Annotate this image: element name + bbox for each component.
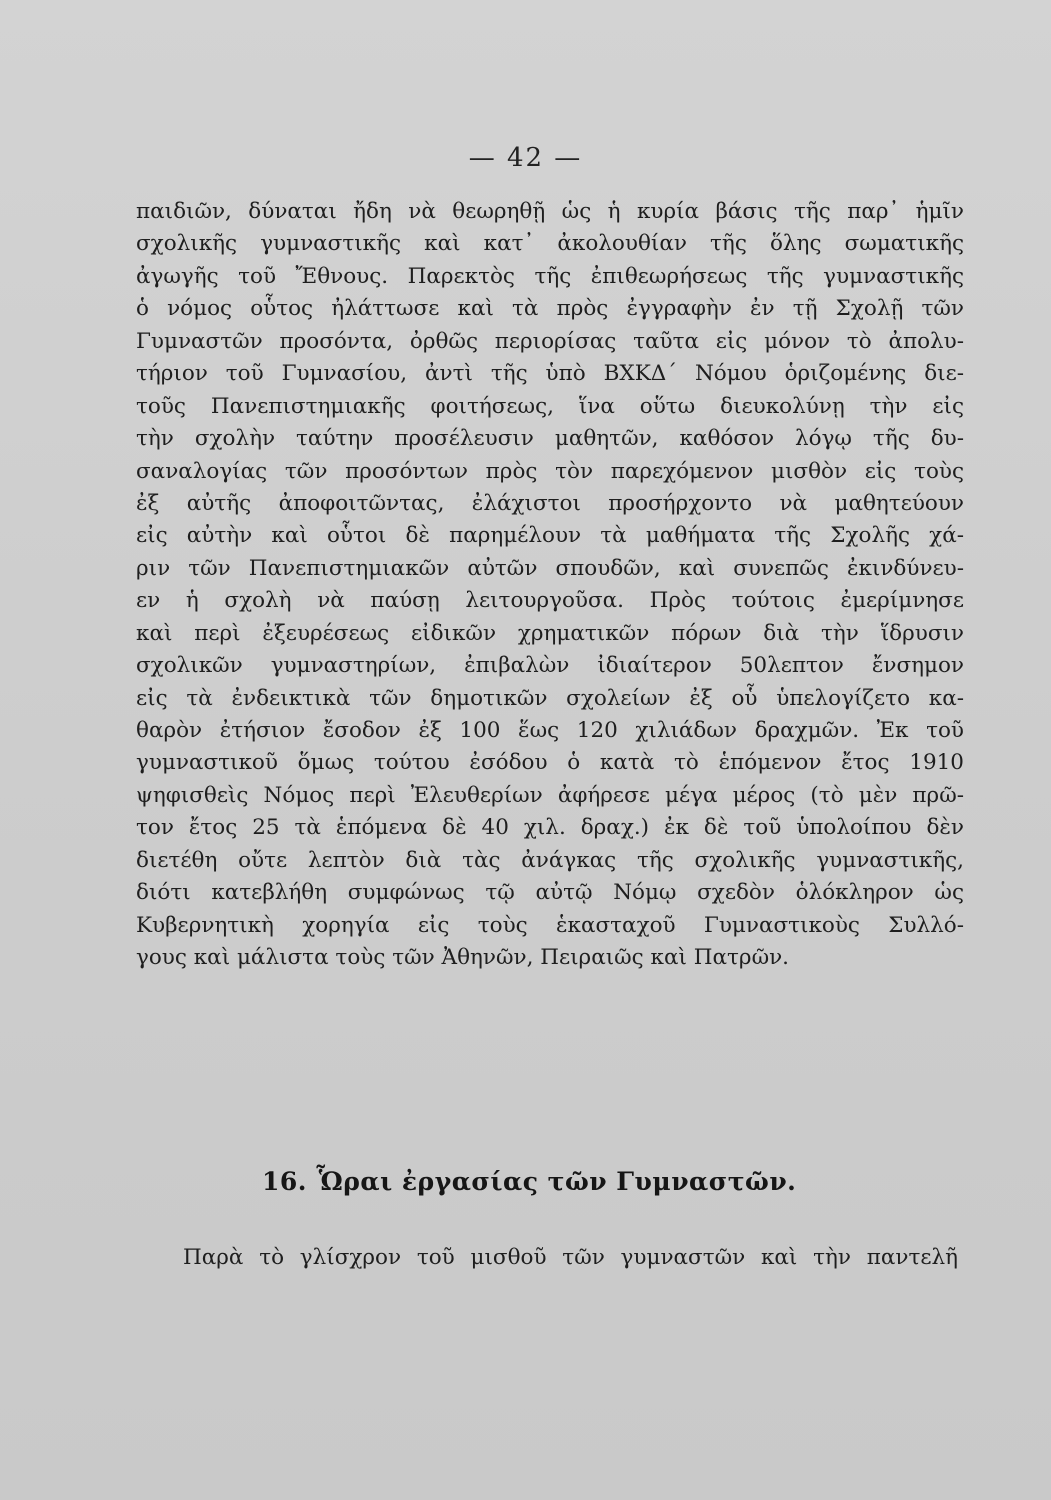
text-line: ψηφισθεὶς Νόμος περὶ Ἐλευθερίων ἀφήρεσε μέγα μέρος (τὸ μὲν πρῶ- xyxy=(136,782,964,808)
section-heading: 16. Ὧραι ἐργασίας τῶν Γυμναστῶν. xyxy=(262,1167,797,1196)
text-line: καὶ περὶ ἐξευρέσεως εἰδικῶν χρηματικῶν πόρων διὰ τὴν ἵδρυσιν xyxy=(136,620,964,646)
text-line: τὴν σχολὴν ταύτην προσέλευσιν μαθητῶν, καθόσον λόγῳ τῆς δυ- xyxy=(136,426,964,452)
text-line: θαρὸν ἐτήσιον ἔσοδον ἐξ 100 ἕως 120 χιλιάδων δραχμῶν. Ἐκ τοῦ xyxy=(136,718,964,743)
text-line: εἰς τὰ ἐνδεικτικὰ τῶν δημοτικῶν σχολείων ἐξ οὗ ὑπελογίζετο κα- xyxy=(136,685,964,711)
text-line: παιδιῶν, δύναται ἤδη νὰ θεωρηθῇ ὡς ἡ κυρία βάσις τῆς παρ᾽ ἡμῖν xyxy=(136,199,964,224)
text-line: εἰς αὐτὴν καὶ οὗτοι δὲ παρημέλουν τὰ μαθήματα τῆς Σχολῆς χά- xyxy=(136,523,964,549)
text-line: ριν τῶν Πανεπιστημιακῶν αὐτῶν σπουδῶν, καὶ συνεπῶς ἐκινδύνευ- xyxy=(136,555,964,581)
text-line: τήριον τοῦ Γυμνασίου, ἀντὶ τῆς ὑπὸ ΒΧΚΔ´ Νόμου ὁριζομένης διε- xyxy=(136,361,964,387)
text-line: σχολικῶν γυμναστηρίων, ἐπιβαλὼν ἰδιαίτερον 50λεπτον ἔνσημον xyxy=(136,653,964,679)
text-line: Γυμναστῶν προσόντα, ὀρθῶς περιορίσας ταῦτα εἰς μόνον τὸ ἀπολυ- xyxy=(136,328,964,354)
text-line: ἀγωγῆς τοῦ Ἔθνους. Παρεκτὸς τῆς ἐπιθεωρήσεως τῆς γυμναστικῆς xyxy=(136,263,964,289)
main-paragraph xyxy=(136,196,964,975)
text-line: σχολικῆς γυμναστικῆς καὶ κατ᾽ ἀκολουθίαν τῆς ὅλης σωματικῆς xyxy=(136,231,964,257)
text-line: διότι κατεβλήθη συμφώνως τῷ αὐτῷ Νόμῳ σχεδὸν ὁλόκληρον ὡς xyxy=(136,880,964,906)
text-line-last: γους καὶ μάλιστα τοὺς τῶν Ἀθηνῶν, Πειραιῶς καὶ Πατρῶν. xyxy=(136,945,790,971)
text-line: σαναλογίας τῶν προσόντων πρὸς τὸν παρεχόμενον μισθὸν εἰς τοὺς xyxy=(136,458,964,484)
section-first-line: Παρὰ τὸ γλίσχρον τοῦ μισθοῦ τῶν γυμναστῶν καὶ τὴν παντελῆ xyxy=(183,1245,958,1270)
page-number: — 42 — xyxy=(468,143,583,173)
text-line: γυμναστικοῦ ὅμως τούτου ἐσόδου ὁ κατὰ τὸ ἑπόμενον ἔτος 1910 xyxy=(136,750,964,776)
text-line: Κυβερνητικὴ χορηγία εἰς τοὺς ἑκασταχοῦ Γυμναστικοὺς Συλλό- xyxy=(136,912,964,938)
text-line: ὁ νόμος οὗτος ἠλάττωσε καὶ τὰ πρὸς ἐγγραφὴν ἐν τῇ Σχολῇ τῶν xyxy=(136,296,964,322)
text-line: τοῦς Πανεπιστημιακῆς φοιτήσεως, ἵνα οὕτω διευκολύνῃ τὴν εἰς xyxy=(136,393,964,419)
text-line: ἐξ αὐτῆς ἀποφοιτῶντας, ἐλάχιστοι προσήρχοντο νὰ μαθητεύουν xyxy=(136,490,964,516)
text-line: τον ἔτος 25 τὰ ἑπόμενα δὲ 40 χιλ. δραχ.) ἐκ δὲ τοῦ ὑπολοίπου δὲν xyxy=(136,815,964,841)
text-line: διετέθη οὔτε λεπτὸν διὰ τὰς ἀνάγκας τῆς σχολικῆς γυμναστικῆς, xyxy=(136,847,964,873)
text-line: εν ἡ σχολὴ νὰ παύσῃ λειτουργοῦσα. Πρὸς τούτοις ἐμερίμνησε xyxy=(136,588,964,614)
